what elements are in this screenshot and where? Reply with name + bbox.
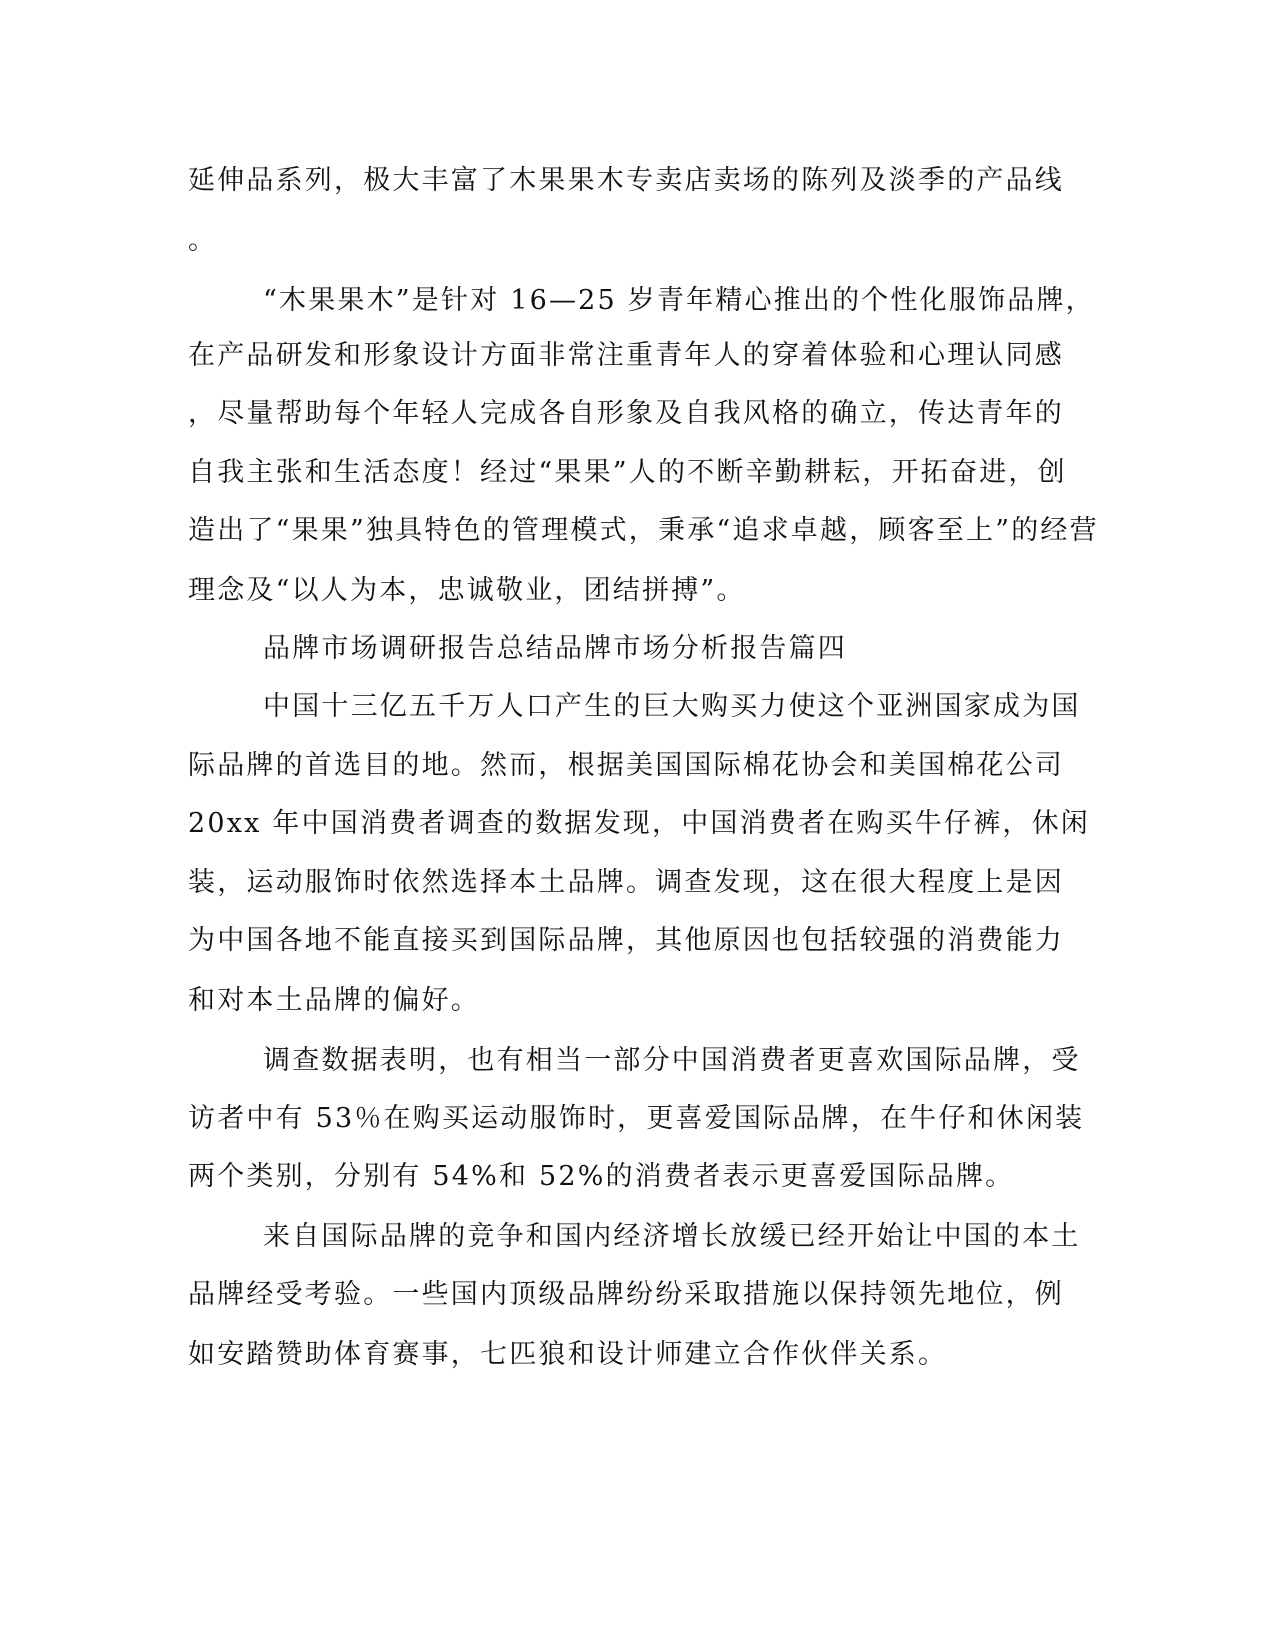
text-line: 来自国际品牌的竞争和国内经济增长放缓已经开始让中国的本土	[263, 1221, 1081, 1252]
text-line: 在产品研发和形象设计方面非常注重青年人的穿着体验和心理认同感	[188, 340, 1064, 371]
text-line: 中国十三亿五千万人口产生的巨大购买力使这个亚洲国家成为国	[263, 691, 1081, 722]
text-line: “木果果木”是针对 16—25 岁青年精心推出的个性化服饰品牌，	[263, 285, 1095, 316]
text-line: 和对本土品牌的偏好。	[188, 985, 480, 1016]
text-line: 调查数据表明，也有相当一部分中国消费者更喜欢国际品牌，受	[263, 1045, 1081, 1076]
text-line: 装，运动服饰时依然选择本土品牌。调查发现，这在很大程度上是因	[188, 867, 1064, 898]
text-line: 20xx 年中国消费者调查的数据发现，中国消费者在购买牛仔裤，休闲	[188, 808, 1090, 839]
text-line: 理念及“以人为本，忠诚敬业，团结拼搏”。	[188, 575, 746, 606]
text-line: 自我主张和生活态度！经过“果果”人的不断辛勤耕耘，开拓奋进，创	[188, 457, 1067, 488]
text-line: 品牌经受考验。一些国内顶级品牌纷纷采取措施以保持领先地位，例	[188, 1279, 1064, 1310]
text-line: 两个类别，分别有 54%和 52%的消费者表示更喜爱国际品牌。	[188, 1161, 1015, 1192]
text-line: ，尽量帮助每个年轻人完成各自形象及自我风格的确立，传达青年的	[188, 398, 1064, 429]
text-line: 访者中有 53％在购买运动服饰时，更喜爱国际品牌，在牛仔和休闲装	[188, 1103, 1085, 1134]
text-line: 延伸品系列，极大丰富了木果果木专卖店卖场的陈列及淡季的产品线	[188, 165, 1064, 196]
text-line: 际品牌的首选目的地。然而，根据美国国际棉花协会和美国棉花公司	[188, 750, 1064, 781]
text-line: 造出了“果果”独具特色的管理模式，秉承“追求卓越，顾客至上”的经营	[188, 515, 1099, 546]
text-line: 为中国各地不能直接买到国际品牌，其他原因也包括较强的消费能力	[188, 925, 1064, 956]
text-line: 。	[188, 225, 218, 256]
text-line: 如安踏赞助体育赛事，七匹狼和设计师建立合作伙伴关系。	[188, 1339, 948, 1370]
section-heading: 品牌市场调研报告总结品牌市场分析报告篇四	[263, 633, 847, 664]
